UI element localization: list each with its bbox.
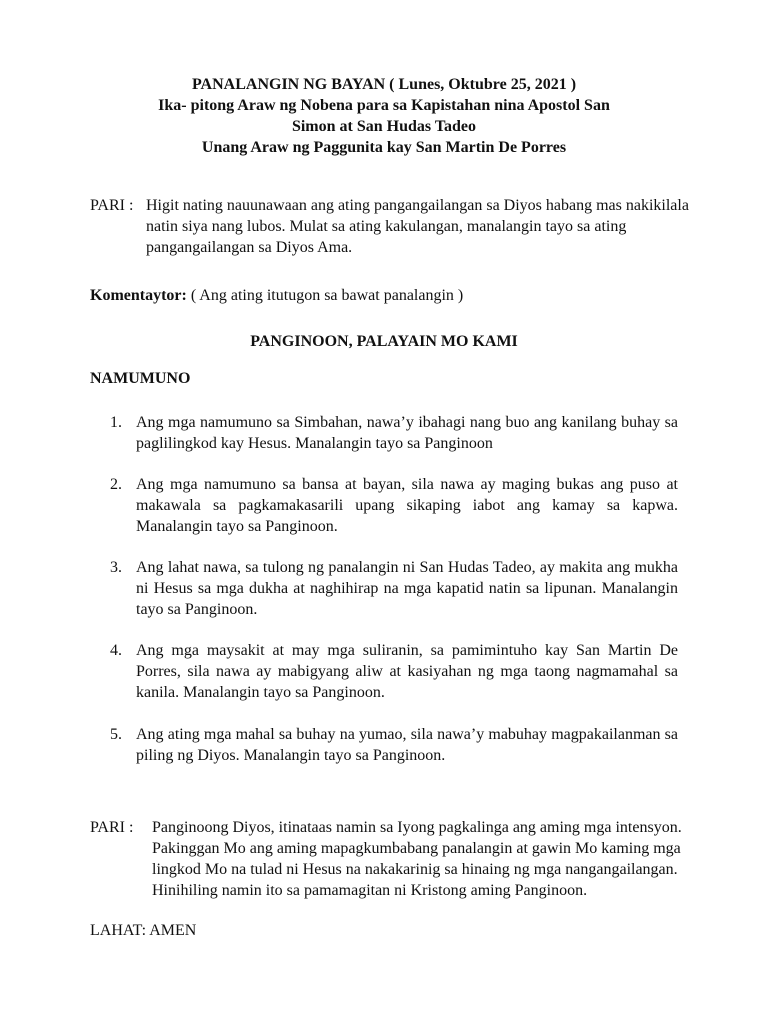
list-item (110, 557, 678, 620)
list-item (110, 640, 678, 703)
section-title: NAMUMUNO (90, 370, 191, 387)
list-item-number: 4. (110, 642, 122, 659)
list-item (110, 412, 678, 454)
header-subtitle-1: Ika- pitong Araw ng Nobena para sa Kapistahan nina Apostol San (158, 97, 610, 114)
komentaytor-text: ( Ang ating itutugon sa bawat panalangin ) (186, 287, 464, 304)
komentaytor-line (90, 285, 690, 306)
list-item-text: Ang lahat nawa, sa tulong ng panalangin ni San Hudas Tadeo, ay makita ang mukha ni Hesus sa mga dukha at naghihirap na mga kapatid natin sa lipunan. Manalangin tayo sa Panginoon. (136, 559, 678, 618)
lahat-response: LAHAT: AMEN (90, 922, 197, 939)
response-heading: PANGINOON, PALAYAIN MO KAMI (250, 333, 518, 350)
list-item-number: 2. (110, 476, 122, 493)
list-item-text: Ang mga namumuno sa bansa at bayan, sila nawa ay maging bukas ang puso at makawala sa pagkamakasarili upang sikaping iabot ang kamay sa kapwa. Manalangin tayo sa Panginoon. (136, 476, 678, 535)
pari-opening-text: Higit nating nauunawaan ang ating pangangailangan sa Diyos habang mas nakikilala natin siya nang lubos. Mulat sa ating kakulangan, manalangin tayo sa ating pangangailangan sa Diyos Ama. (146, 197, 689, 256)
list-item (110, 474, 678, 537)
komentaytor-label: Komentaytor: (90, 287, 187, 304)
list-item-text: Ang ating mga mahal sa buhay na yumao, sila nawa’y mabuhay magpakailanman sa piling ng Diyos. Manalangin tayo sa Panginoon. (136, 726, 678, 764)
list-item (110, 724, 678, 766)
header-subtitle-2: Simon at San Hudas Tadeo (291, 118, 477, 135)
list-item-number: 3. (110, 559, 122, 576)
pari-closing-text: Panginoong Diyos, itinataas namin sa Iyong pagkalinga ang aming mga intensyon. Pakinggan Mo ang aming mapagkumbabang panalangin at gawin Mo kaming mga lingkod Mo na tulad ni Hesus na nakakarinig sa hinaing ng mga nangangailangan. Hinihiling namin ito sa pamamagitan ni Kristong aming Panginoon. (152, 819, 682, 899)
document-header (90, 74, 678, 158)
list-item-number: 5. (110, 726, 122, 743)
pari-opening-label: PARI : (90, 197, 134, 214)
list-item-text: Ang mga maysakit at may mga suliranin, sa pamimintuho kay San Martin De Porres, sila nawa ay mabigyang aliw at kasiyahan ng mga taong nagmamahal sa kanila. Manalangin tayo sa Panginoon. (136, 642, 678, 701)
list-item-number: 1. (110, 414, 122, 431)
pari-opening (90, 195, 690, 258)
header-title: PANALANGIN NG BAYAN ( Lunes, Oktubre 25, 2021 ) (191, 76, 577, 93)
header-subtitle-3: Unang Araw ng Paggunita kay San Martin De Porres (201, 139, 567, 156)
pari-closing (90, 817, 690, 901)
list-item-text: Ang mga namumuno sa Simbahan, nawa’y ibahagi nang buo ang kanilang buhay sa paglilingkod kay Hesus. Manalangin tayo sa Panginoon (136, 414, 678, 452)
pari-closing-label: PARI : (90, 819, 134, 836)
